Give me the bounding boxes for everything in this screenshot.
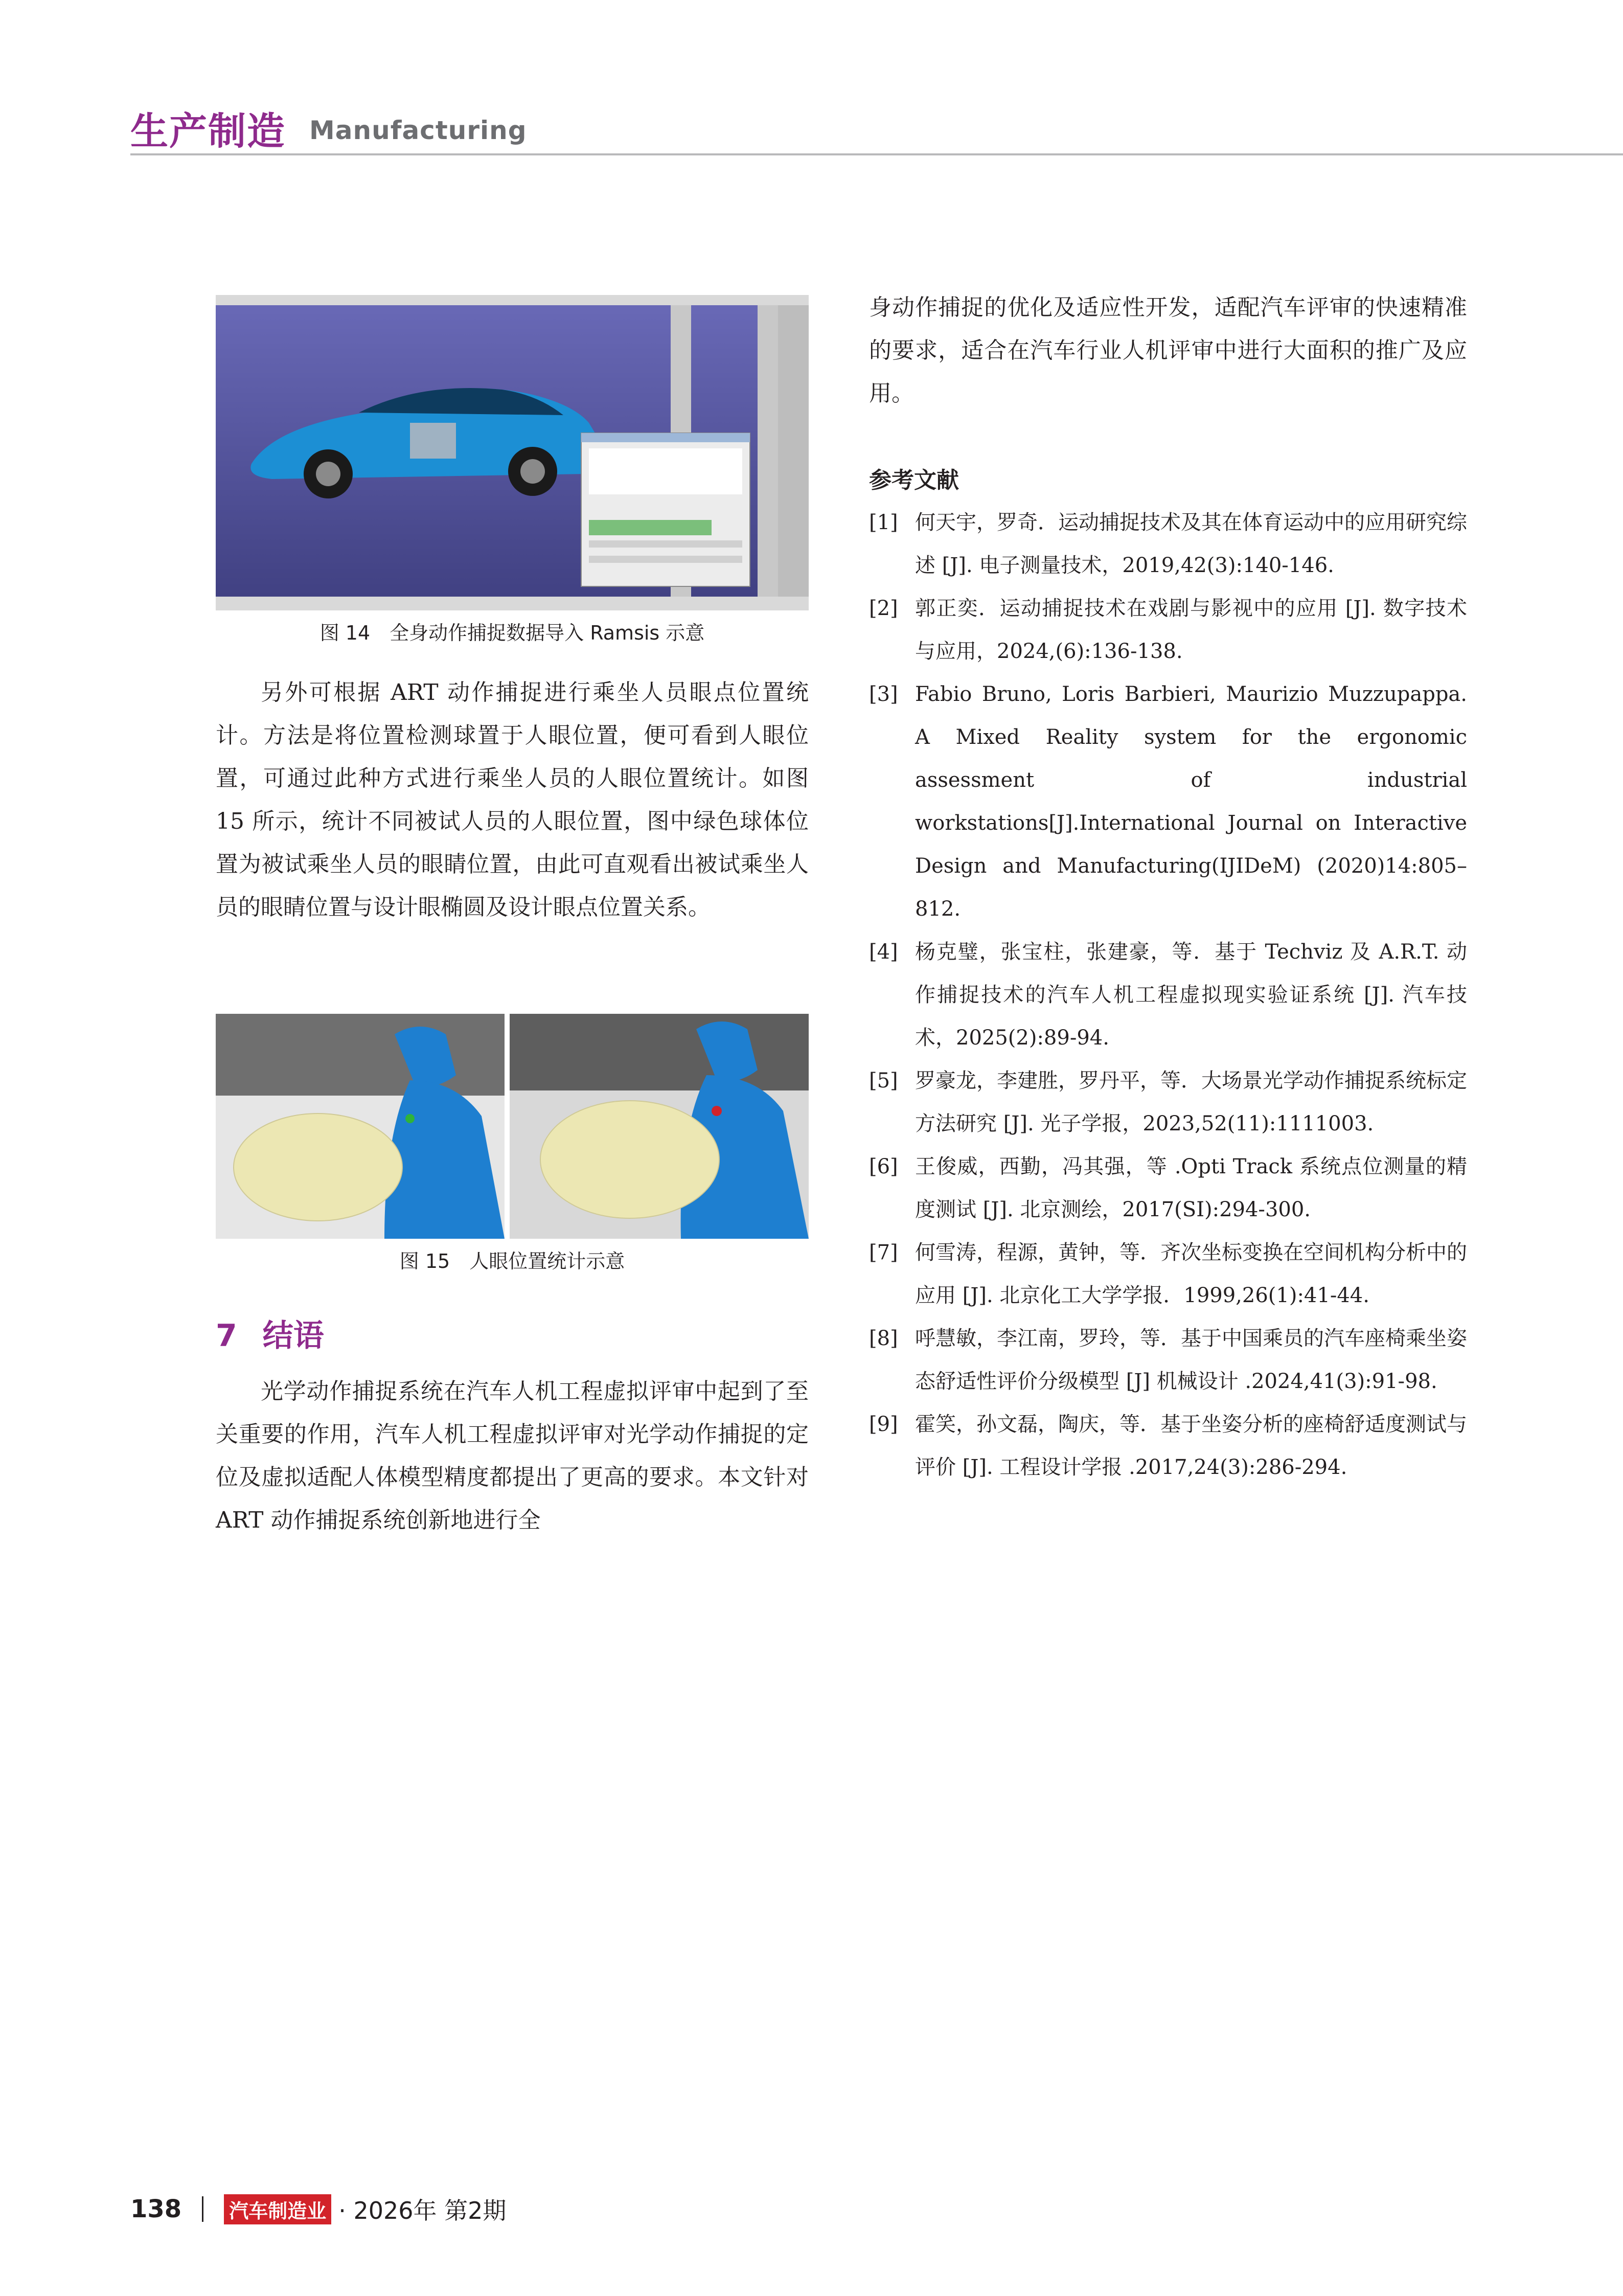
reference-item	[869, 501, 1467, 587]
reference-number: [8]	[869, 1327, 898, 1350]
reference-item	[869, 1317, 1467, 1403]
figure-15-image	[216, 1014, 809, 1239]
reference-number: [5]	[869, 1069, 898, 1093]
figure-15-caption: 图 15 人眼位置统计示意	[399, 1250, 625, 1272]
page-footer	[130, 2192, 506, 2226]
journal-logo: 汽车制造业	[224, 2194, 331, 2224]
reference-item	[869, 1403, 1467, 1489]
reference-text: 霍笑，孙文磊，陶庆，等．基于坐姿分析的座椅舒适度测试与评价 [J]. 工程设计学报 .2017,24(3):286-294.	[915, 1413, 1467, 1479]
references-heading: 参考文献	[869, 467, 959, 493]
body-paragraph-conclusion: 光学动作捕捉系统在汽车人机工程虚拟评审中起到了至关重要的作用，汽车人机工程虚拟评审对光学动作捕捉的定位及虚拟适配人体模型精度都提出了更高的要求。本文针对 ART 动作捕捉系统创新地进行全	[216, 1378, 809, 1533]
reference-text: 郭正奕．运动捕捉技术在戏剧与影视中的应用 [J]. 数字技术与应用，2024,(6):136-138.	[915, 597, 1467, 663]
reference-item	[869, 930, 1467, 1059]
reference-list	[869, 501, 1467, 1489]
reference-item	[869, 1145, 1467, 1231]
reference-item	[869, 673, 1467, 930]
reference-item	[869, 1059, 1467, 1145]
reference-text: 何天宇，罗奇．运动捕捉技术及其在体育运动中的应用研究综述 [J]. 电子测量技术，2019,42(3):140-146.	[915, 511, 1467, 577]
figure-14-image	[216, 295, 809, 610]
figure-14-caption: 图 14 全身动作捕捉数据导入 Ramsis 示意	[319, 622, 705, 644]
reference-text: 王俊威，西勤，冯其强，等 .Opti Track 系统点位测量的精度测试 [J]. 北京测绘，2017(SI):294-300.	[915, 1155, 1467, 1221]
reference-item	[869, 587, 1467, 673]
reference-number: [6]	[869, 1155, 898, 1178]
page-number: 138	[130, 2195, 182, 2223]
reference-text: 何雪涛，程源，黄钟，等．齐次坐标变换在空间机构分析中的应用 [J]. 北京化工大学学报．1999,26(1):41-44.	[915, 1241, 1467, 1307]
reference-text: 罗豪龙，李建胜，罗丹平，等．大场景光学动作捕捉系统标定方法研究 [J]. 光子学报，2023,52(11):1111003.	[915, 1069, 1467, 1135]
figure-14-illustration	[216, 295, 809, 610]
reference-number: [1]	[869, 511, 898, 534]
section-heading	[216, 1311, 324, 1355]
reference-number: [2]	[869, 597, 898, 620]
section-title-cn: 生产制造	[130, 109, 286, 153]
reference-text: 呼慧敏，李江南，罗玲，等．基于中国乘员的汽车座椅乘坐姿态舒适性评价分级模型 [J] 机械设计 .2024,41(3):91-98.	[915, 1327, 1467, 1393]
reference-item	[869, 1231, 1467, 1317]
section-heading-text: 结语	[262, 1318, 324, 1354]
reference-number: [4]	[869, 940, 898, 964]
body-paragraph-eye-position: 另外可根据 ART 动作捕捉进行乘坐人员眼点位置统计。方法是将位置检测球置于人眼位置，便可看到人眼位置，可通过此种方式进行乘坐人员的人眼位置统计。如图 15 所示，统计不同被试人员的人眼位置，图中绿色球体位置为被试乘坐人员的眼睛位置，由此可直观看出被试乘坐人员的眼睛位置与设计眼椭圆及设计眼点位置关系。	[216, 679, 809, 920]
reference-number: [9]	[869, 1413, 898, 1436]
figure-15-illustration	[216, 1014, 809, 1239]
reference-text: Fabio Bruno, Loris Barbieri, Maurizio Muzzupappa. A Mixed Reality system for the ergonomic assessment of industrial workstations[J].International Journal on Interactive Design and Manufacturing(IJIDeM) (2020)14:805–812.	[915, 683, 1467, 921]
reference-number: [7]	[869, 1241, 898, 1264]
section-title-en: Manufacturing	[309, 116, 527, 145]
reference-number: [3]	[869, 683, 898, 706]
body-paragraph-conclusion-continued: 身动作捕捉的优化及适应性开发，适配汽车评审的快速精准的要求，适合在汽车行业人机评审中进行大面积的推广及应用。	[869, 294, 1467, 406]
reference-text: 杨克璧，张宝柱，张建豪，等．基于 Techviz 及 A.R.T. 动作捕捉技术的汽车人机工程虚拟现实验证系统 [J]. 汽车技术，2025(2):89-94.	[915, 940, 1467, 1050]
issue-info: · 2026年 第2期	[338, 2197, 507, 2224]
section-number: 7	[216, 1318, 237, 1354]
footer-divider	[202, 2196, 203, 2222]
header-divider	[130, 153, 1623, 155]
